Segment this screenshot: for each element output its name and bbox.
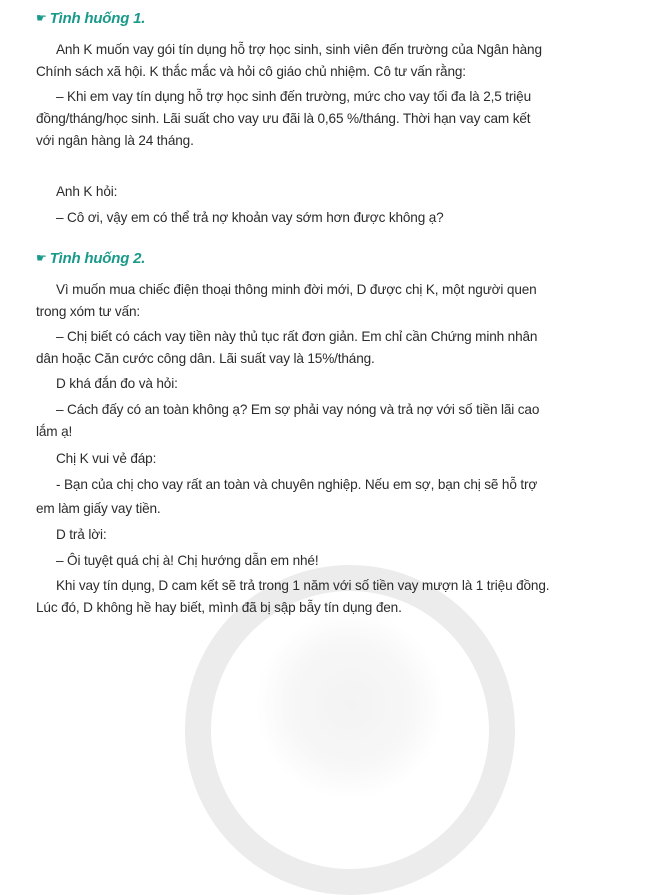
watermark-center-decoration [255,610,445,800]
dialogue-line: – Chị biết có cách vay tiền này thủ tục rất đơn giản. Em chỉ cần Chứng minh nhân [56,329,538,344]
paragraph-line: Anh K muốn vay gói tín dụng hỗ trợ học sinh, sinh viên đến trường của Ngân hàng [56,42,542,57]
speaker-line: D trả lời: [56,527,107,542]
paragraph-line: Vì muốn mua chiếc điện thoại thông minh đời mới, D được chị K, một người quen [56,282,537,297]
dialogue-line: em làm giấy vay tiền. [36,501,161,516]
dialogue-line: – Cô ơi, vậy em có thể trả nợ khoản vay sớm hơn được không ạ? [56,210,444,225]
situation-1-title: Tình huống 1. [49,10,146,27]
paragraph-line: Lúc đó, D không hề hay biết, mình đã bị sập bẫy tín dụng đen. [36,600,402,615]
situation-1-heading [36,10,145,27]
speaker-line: Anh K hỏi: [56,184,118,199]
dialogue-line: – Ôi tuyệt quá chị à! Chị hướng dẫn em nhé! [56,553,319,568]
paragraph-line: trong xóm tư vấn: [36,304,141,319]
pointing-hand-icon: ☛ [36,11,47,25]
paragraph-line: Chính sách xã hội. K thắc mắc và hỏi cô giáo chủ nhiệm. Cô tư vấn rằng: [36,64,466,79]
dialogue-line: – Cách đấy có an toàn không ạ? Em sợ phải vay nóng và trả nợ với số tiền lãi cao [56,402,540,417]
dialogue-line: - Bạn của chị cho vay rất an toàn và chuyên nghiệp. Nếu em sợ, bạn chị sẽ hỗ trợ [56,477,538,492]
dialogue-line: – Khi em vay tín dụng hỗ trợ học sinh đến trường, mức cho vay tối đa là 2,5 triệu [56,89,531,104]
situation-2-title: Tình huống 2. [49,250,146,267]
dialogue-line: dân hoặc Căn cước công dân. Lãi suất vay là 15%/tháng. [36,351,375,366]
situation-2-heading [36,250,145,267]
dialogue-line: lắm ạ! [36,424,73,439]
speaker-line: Chị K vui vẻ đáp: [56,451,157,466]
dialogue-line: với ngân hàng là 24 tháng. [36,133,194,148]
dialogue-line: đồng/tháng/học sinh. Lãi suất cho vay ưu đãi là 0,65 %/tháng. Thời hạn vay cam kết [36,111,531,126]
speaker-line: D khá đắn đo và hỏi: [56,376,178,391]
paragraph-line: Khi vay tín dụng, D cam kết sẽ trả trong 1 năm với số tiền vay mượn là 1 triệu đồng. [56,578,550,593]
pointing-hand-icon: ☛ [36,251,47,265]
